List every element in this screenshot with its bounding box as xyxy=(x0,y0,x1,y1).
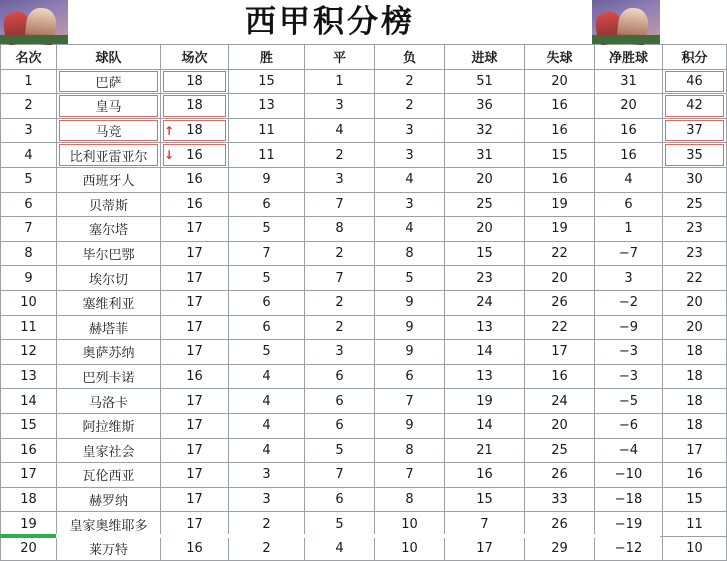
cell-goal-diff: −12 xyxy=(595,536,663,561)
cell-rank: 16 xyxy=(1,438,57,463)
cell-points: 37 xyxy=(663,118,727,143)
cell-points: 35 xyxy=(663,143,727,168)
cell-goal-diff: 6 xyxy=(595,192,663,217)
cell-points: 18 xyxy=(663,389,727,414)
cell-draw: 2 xyxy=(305,290,375,315)
cell-played-value: 17 xyxy=(186,442,203,458)
cell-team: 奥萨苏纳 xyxy=(57,340,161,365)
cell-played-value: 17 xyxy=(186,418,203,434)
cell-goals-for: 13 xyxy=(445,364,525,389)
cell-win: 6 xyxy=(229,290,305,315)
table-row xyxy=(1,143,727,168)
cell-team: 比利亚雷亚尔 xyxy=(57,143,161,168)
cell-goals-against: 16 xyxy=(525,94,595,119)
column-header-gf: 进球 xyxy=(445,45,525,70)
cell-loss: 8 xyxy=(375,241,445,266)
cell-team: 巴萨 xyxy=(57,69,161,94)
cell-played-value: 17 xyxy=(186,491,203,507)
cell-played xyxy=(161,438,229,463)
cell-draw: 8 xyxy=(305,217,375,242)
cell-rank: 12 xyxy=(1,340,57,365)
standings-table xyxy=(0,44,727,561)
cell-points: 10 xyxy=(663,536,727,561)
cell-goals-against: 22 xyxy=(525,241,595,266)
cell-played xyxy=(161,143,229,168)
cell-played-value: 18 xyxy=(186,73,203,89)
cell-draw: 3 xyxy=(305,94,375,119)
cell-played xyxy=(161,94,229,119)
cell-goals-for: 16 xyxy=(445,463,525,488)
cell-draw: 6 xyxy=(305,413,375,438)
cell-draw: 5 xyxy=(305,512,375,537)
cell-loss: 10 xyxy=(375,512,445,537)
table-row xyxy=(1,241,727,266)
cell-points: 25 xyxy=(663,192,727,217)
cell-played xyxy=(161,118,229,143)
cell-points: 15 xyxy=(663,487,727,512)
cell-loss: 10 xyxy=(375,536,445,561)
cell-loss: 3 xyxy=(375,143,445,168)
cell-goals-against: 24 xyxy=(525,389,595,414)
table-row xyxy=(1,364,727,389)
cell-draw: 3 xyxy=(305,167,375,192)
cell-played-value: 18 xyxy=(186,123,203,139)
cell-goal-diff: 16 xyxy=(595,118,663,143)
right-decoration-image xyxy=(592,0,660,44)
table-row xyxy=(1,389,727,414)
table-row xyxy=(1,94,727,119)
cell-rank: 10 xyxy=(1,290,57,315)
cell-played-value: 17 xyxy=(186,344,203,360)
cell-goals-for: 7 xyxy=(445,512,525,537)
cell-goals-for: 36 xyxy=(445,94,525,119)
cell-goals-for: 20 xyxy=(445,217,525,242)
cell-team: 贝蒂斯 xyxy=(57,192,161,217)
cell-win: 6 xyxy=(229,192,305,217)
cell-rank: 11 xyxy=(1,315,57,340)
cell-win: 5 xyxy=(229,266,305,291)
cell-played-value: 16 xyxy=(186,172,203,188)
cell-goal-diff: −18 xyxy=(595,487,663,512)
cell-loss: 9 xyxy=(375,340,445,365)
cell-rank: 9 xyxy=(1,266,57,291)
cell-goals-against: 25 xyxy=(525,438,595,463)
cell-played-value: 16 xyxy=(186,541,203,557)
cell-win: 15 xyxy=(229,69,305,94)
cell-played-value: 17 xyxy=(186,393,203,409)
cell-team: 莱万特 xyxy=(57,536,161,561)
cell-rank: 3 xyxy=(1,118,57,143)
cell-goals-against: 20 xyxy=(525,413,595,438)
arrow-down-icon: ↓ xyxy=(164,148,175,163)
cell-goal-diff: −10 xyxy=(595,463,663,488)
cell-goal-diff: 16 xyxy=(595,143,663,168)
cell-goals-against: 33 xyxy=(525,487,595,512)
cell-played xyxy=(161,167,229,192)
cell-goals-against: 19 xyxy=(525,192,595,217)
cell-rank: 15 xyxy=(1,413,57,438)
cell-draw: 2 xyxy=(305,241,375,266)
cell-team: 巴列卡诺 xyxy=(57,364,161,389)
cell-points: 30 xyxy=(663,167,727,192)
cell-loss: 7 xyxy=(375,389,445,414)
cell-team: 赫罗纳 xyxy=(57,487,161,512)
cell-team: 塞维利亚 xyxy=(57,290,161,315)
cell-loss: 7 xyxy=(375,463,445,488)
cell-goals-for: 21 xyxy=(445,438,525,463)
cell-loss: 4 xyxy=(375,217,445,242)
column-header-points: 积分 xyxy=(663,45,727,70)
cell-win: 3 xyxy=(229,463,305,488)
cell-loss: 4 xyxy=(375,167,445,192)
cell-played xyxy=(161,315,229,340)
cell-played xyxy=(161,266,229,291)
cell-played-value: 16 xyxy=(186,369,203,385)
cell-team: 西班牙人 xyxy=(57,167,161,192)
cell-points: 18 xyxy=(663,413,727,438)
cell-played xyxy=(161,463,229,488)
cell-draw: 6 xyxy=(305,389,375,414)
cell-goals-against: 26 xyxy=(525,463,595,488)
cell-goal-diff: −19 xyxy=(595,512,663,537)
cell-points: 46 xyxy=(663,69,727,94)
cell-played-value: 18 xyxy=(186,98,203,114)
cell-win: 4 xyxy=(229,438,305,463)
table-row xyxy=(1,290,727,315)
cell-goals-against: 29 xyxy=(525,536,595,561)
cell-goals-for: 23 xyxy=(445,266,525,291)
cell-goal-diff: −6 xyxy=(595,413,663,438)
cell-win: 11 xyxy=(229,143,305,168)
column-header-draw: 平 xyxy=(305,45,375,70)
cell-goals-for: 24 xyxy=(445,290,525,315)
cell-played xyxy=(161,512,229,537)
cell-played xyxy=(161,536,229,561)
cell-played xyxy=(161,192,229,217)
column-header-rank: 名次 xyxy=(1,45,57,70)
cell-loss: 9 xyxy=(375,413,445,438)
cell-goals-against: 15 xyxy=(525,143,595,168)
cell-rank: 18 xyxy=(1,487,57,512)
cell-goals-against: 19 xyxy=(525,217,595,242)
cell-draw: 7 xyxy=(305,266,375,291)
cell-played xyxy=(161,413,229,438)
cell-goals-against: 20 xyxy=(525,69,595,94)
cell-team: 毕尔巴鄂 xyxy=(57,241,161,266)
cell-goal-diff: 4 xyxy=(595,167,663,192)
cell-rank: 4 xyxy=(1,143,57,168)
footer-color-strip xyxy=(0,534,660,538)
cell-team: 埃尔切 xyxy=(57,266,161,291)
cell-goals-for: 14 xyxy=(445,413,525,438)
cell-played xyxy=(161,389,229,414)
cell-draw: 5 xyxy=(305,438,375,463)
cell-rank: 5 xyxy=(1,167,57,192)
cell-win: 5 xyxy=(229,340,305,365)
cell-rank: 19 xyxy=(1,512,57,537)
cell-played xyxy=(161,340,229,365)
cell-win: 6 xyxy=(229,315,305,340)
cell-draw: 7 xyxy=(305,192,375,217)
cell-goals-for: 15 xyxy=(445,487,525,512)
cell-played-value: 17 xyxy=(186,319,203,335)
cell-win: 2 xyxy=(229,536,305,561)
cell-points: 20 xyxy=(663,315,727,340)
page-title: 西甲积分榜 xyxy=(245,3,415,40)
cell-goals-against: 17 xyxy=(525,340,595,365)
cell-rank: 1 xyxy=(1,69,57,94)
cell-draw: 1 xyxy=(305,69,375,94)
cell-rank: 6 xyxy=(1,192,57,217)
cell-points: 18 xyxy=(663,364,727,389)
table-row xyxy=(1,413,727,438)
cell-points: 18 xyxy=(663,340,727,365)
cell-points: 11 xyxy=(663,512,727,537)
cell-draw: 4 xyxy=(305,536,375,561)
cell-loss: 8 xyxy=(375,438,445,463)
cell-team: 皇家奥维耶多 xyxy=(57,512,161,537)
cell-played-value: 17 xyxy=(186,270,203,286)
table-row xyxy=(1,69,727,94)
cell-played xyxy=(161,487,229,512)
cell-goals-against: 20 xyxy=(525,266,595,291)
cell-draw: 3 xyxy=(305,340,375,365)
cell-goals-for: 25 xyxy=(445,192,525,217)
cell-goals-against: 16 xyxy=(525,364,595,389)
cell-points: 17 xyxy=(663,438,727,463)
table-row xyxy=(1,118,727,143)
cell-goals-against: 16 xyxy=(525,167,595,192)
column-header-played: 场次 xyxy=(161,45,229,70)
table-row xyxy=(1,512,727,537)
cell-played-value: 17 xyxy=(186,221,203,237)
cell-goals-against: 16 xyxy=(525,118,595,143)
cell-played-value: 17 xyxy=(186,516,203,532)
cell-team: 皇马 xyxy=(57,94,161,119)
cell-win: 4 xyxy=(229,413,305,438)
cell-played xyxy=(161,69,229,94)
table-header-row xyxy=(1,45,727,70)
cell-points: 22 xyxy=(663,266,727,291)
cell-loss: 2 xyxy=(375,69,445,94)
cell-rank: 8 xyxy=(1,241,57,266)
cell-team: 皇家社会 xyxy=(57,438,161,463)
cell-loss: 5 xyxy=(375,266,445,291)
table-row xyxy=(1,266,727,291)
table-body xyxy=(1,69,727,561)
table-row xyxy=(1,217,727,242)
left-decoration-image xyxy=(0,0,68,44)
cell-rank: 20 xyxy=(1,536,57,561)
cell-team: 阿拉维斯 xyxy=(57,413,161,438)
cell-points: 42 xyxy=(663,94,727,119)
cell-team: 马竞 xyxy=(57,118,161,143)
cell-team: 马洛卡 xyxy=(57,389,161,414)
cell-goal-diff: −9 xyxy=(595,315,663,340)
cell-goal-diff: −3 xyxy=(595,340,663,365)
cell-goal-diff: −2 xyxy=(595,290,663,315)
column-header-win: 胜 xyxy=(229,45,305,70)
cell-draw: 6 xyxy=(305,364,375,389)
cell-goals-for: 51 xyxy=(445,69,525,94)
table-row xyxy=(1,536,727,561)
cell-goal-diff: −7 xyxy=(595,241,663,266)
cell-draw: 2 xyxy=(305,143,375,168)
cell-draw: 7 xyxy=(305,463,375,488)
cell-rank: 7 xyxy=(1,217,57,242)
cell-played-value: 17 xyxy=(186,467,203,483)
cell-loss: 9 xyxy=(375,315,445,340)
cell-win: 5 xyxy=(229,217,305,242)
cell-goals-against: 22 xyxy=(525,315,595,340)
cell-played-value: 17 xyxy=(186,246,203,262)
page-header xyxy=(0,0,660,44)
cell-goals-for: 14 xyxy=(445,340,525,365)
cell-rank: 2 xyxy=(1,94,57,119)
cell-win: 11 xyxy=(229,118,305,143)
cell-win: 7 xyxy=(229,241,305,266)
cell-win: 13 xyxy=(229,94,305,119)
column-header-loss: 负 xyxy=(375,45,445,70)
cell-loss: 6 xyxy=(375,364,445,389)
cell-team: 瓦伦西亚 xyxy=(57,463,161,488)
cell-played-value: 17 xyxy=(186,295,203,311)
column-header-team: 球队 xyxy=(57,45,161,70)
cell-goal-diff: 3 xyxy=(595,266,663,291)
cell-win: 9 xyxy=(229,167,305,192)
cell-draw: 4 xyxy=(305,118,375,143)
cell-played xyxy=(161,241,229,266)
cell-goals-for: 15 xyxy=(445,241,525,266)
cell-played xyxy=(161,290,229,315)
cell-points: 23 xyxy=(663,241,727,266)
cell-win: 4 xyxy=(229,364,305,389)
cell-win: 2 xyxy=(229,512,305,537)
cell-goal-diff: −3 xyxy=(595,364,663,389)
cell-rank: 14 xyxy=(1,389,57,414)
cell-rank: 17 xyxy=(1,463,57,488)
cell-draw: 2 xyxy=(305,315,375,340)
arrow-up-icon: ↑ xyxy=(164,123,175,138)
cell-goal-diff: 20 xyxy=(595,94,663,119)
cell-played xyxy=(161,217,229,242)
table-row xyxy=(1,340,727,365)
cell-played-value: 16 xyxy=(186,147,203,163)
cell-played-value: 16 xyxy=(186,196,203,212)
table-row xyxy=(1,167,727,192)
table-row xyxy=(1,463,727,488)
cell-win: 3 xyxy=(229,487,305,512)
cell-points: 23 xyxy=(663,217,727,242)
cell-loss: 8 xyxy=(375,487,445,512)
column-header-gd: 净胜球 xyxy=(595,45,663,70)
cell-goals-for: 20 xyxy=(445,167,525,192)
cell-goal-diff: −5 xyxy=(595,389,663,414)
cell-goals-for: 19 xyxy=(445,389,525,414)
cell-rank: 13 xyxy=(1,364,57,389)
table-row xyxy=(1,315,727,340)
cell-goals-for: 31 xyxy=(445,143,525,168)
cell-goals-for: 17 xyxy=(445,536,525,561)
cell-points: 20 xyxy=(663,290,727,315)
cell-goals-against: 26 xyxy=(525,290,595,315)
cell-team: 塞尔塔 xyxy=(57,217,161,242)
column-header-ga: 失球 xyxy=(525,45,595,70)
cell-goals-against: 26 xyxy=(525,512,595,537)
table-row xyxy=(1,487,727,512)
cell-draw: 6 xyxy=(305,487,375,512)
cell-goal-diff: −4 xyxy=(595,438,663,463)
cell-loss: 3 xyxy=(375,192,445,217)
page-title-wrap xyxy=(68,0,592,44)
cell-points: 16 xyxy=(663,463,727,488)
cell-loss: 9 xyxy=(375,290,445,315)
cell-goal-diff: 1 xyxy=(595,217,663,242)
cell-played xyxy=(161,364,229,389)
cell-loss: 2 xyxy=(375,94,445,119)
cell-loss: 3 xyxy=(375,118,445,143)
table-row xyxy=(1,438,727,463)
table-row xyxy=(1,192,727,217)
cell-win: 4 xyxy=(229,389,305,414)
cell-team: 赫塔菲 xyxy=(57,315,161,340)
cell-goals-for: 32 xyxy=(445,118,525,143)
cell-goal-diff: 31 xyxy=(595,69,663,94)
cell-goals-for: 13 xyxy=(445,315,525,340)
